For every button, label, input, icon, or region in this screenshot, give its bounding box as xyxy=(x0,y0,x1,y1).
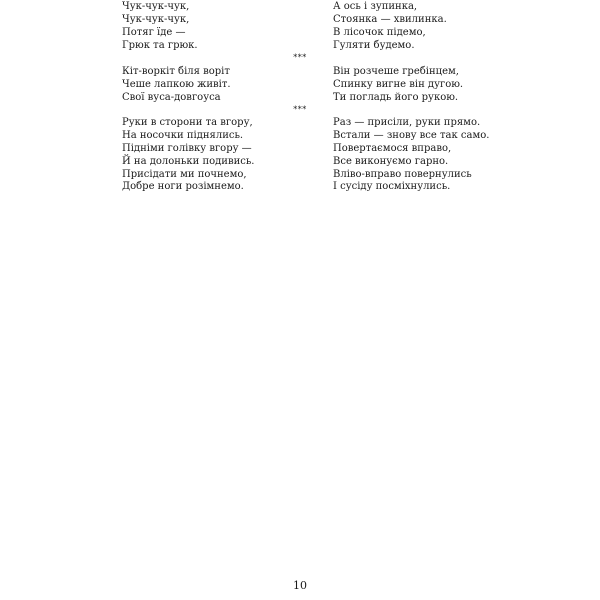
verse-line: Й на долоньки подивись. xyxy=(122,155,255,167)
verse-line: Стоянка — хвилинка. xyxy=(333,13,447,25)
verse-line: А ось і зупинка, xyxy=(333,1,418,12)
page-number: 10 xyxy=(293,579,307,592)
stanza-1-left-column xyxy=(122,1,198,53)
verse-line: Гуляти будемо. xyxy=(333,39,415,51)
verse-line: Присідати ми почнемо, xyxy=(122,168,247,180)
verse-line: В лісочок підемо, xyxy=(333,26,426,38)
verse-line: Добре ноги розімнемо. xyxy=(122,181,244,193)
verse-line: Встали — знову все так само. xyxy=(333,129,490,141)
verse-line: Спинку вигне він дугою. xyxy=(333,78,464,90)
verse-line: Вліво-вправо повернулись xyxy=(333,168,472,180)
verse-line: Все виконуємо гарно. xyxy=(333,155,449,167)
verse-line: Чук-чук-чук, xyxy=(122,13,190,25)
verse-line: Потяг їде — xyxy=(122,26,186,38)
verse-line: Повертаємося вправо, xyxy=(333,142,452,154)
stanza-1-right-column xyxy=(333,1,447,53)
verse-line: Ти погладь його рукою. xyxy=(333,91,459,103)
verse-line: Кіт-воркіт біля воріт xyxy=(122,66,230,77)
stanza-3-left-column xyxy=(122,117,255,194)
verse-line: І сусіду посміхнулись. xyxy=(333,181,451,193)
verse-line: Чеше лапкою живіт. xyxy=(122,78,231,90)
verse-line: Чук-чук-чук, xyxy=(122,1,190,12)
verse-line: Руки в сторони та вгору, xyxy=(122,117,253,128)
stanza-separator: *** xyxy=(293,53,307,62)
verse-line: Грюк та грюк. xyxy=(122,39,198,51)
verse-line: На носочки піднялись. xyxy=(122,129,244,141)
stanza-separator: *** xyxy=(293,105,307,114)
verse-line: Свої вуса-довгоуса xyxy=(122,91,221,103)
verse-line: Він розчеше гребінцем, xyxy=(333,66,459,77)
stanza-3-right-column xyxy=(333,117,489,194)
stanza-2-right-column xyxy=(333,66,463,105)
verse-line: Раз — присіли, руки прямо. xyxy=(333,117,481,128)
stanza-2-left-column xyxy=(122,66,231,105)
verse-line: Підніми голівку вгору — xyxy=(122,142,252,154)
